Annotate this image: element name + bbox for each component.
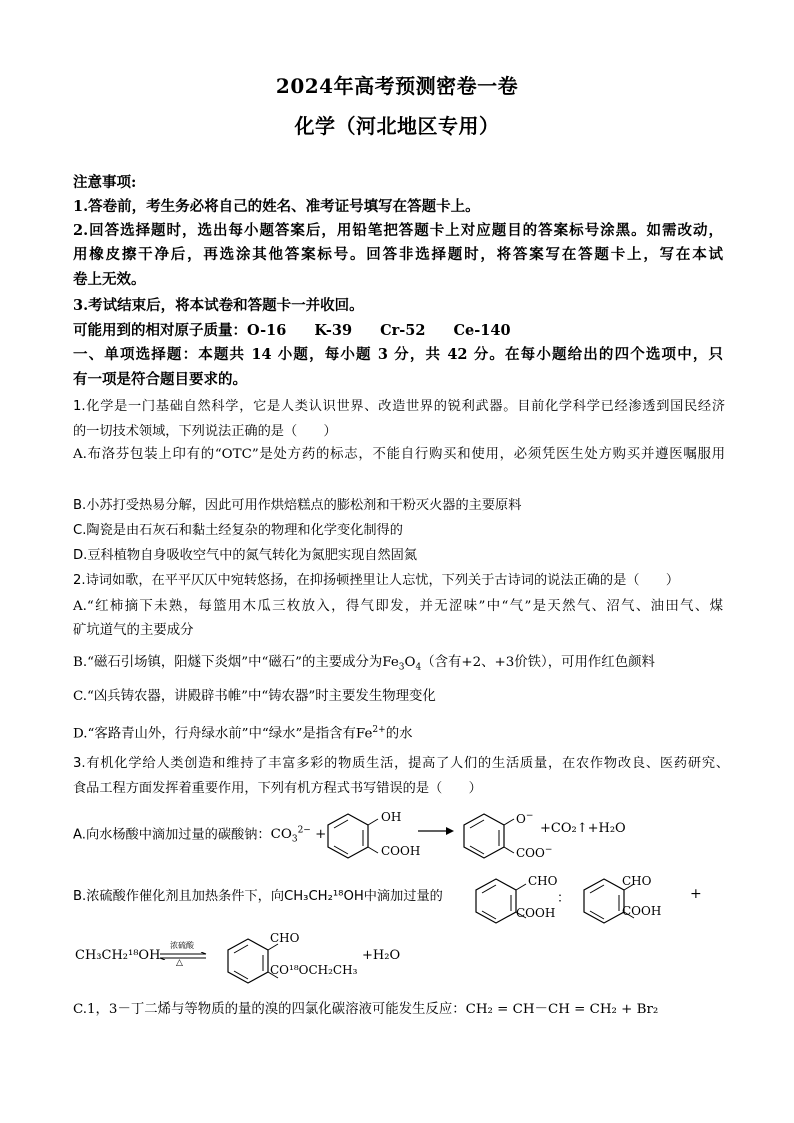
section-1-line-2: 有一项是符合题目要求的。	[73, 371, 247, 388]
q2-option-d	[73, 719, 733, 745]
q2-option-a-line-1: A.“红柿摘下未熟，每篮用木瓜三枚放入，得气即发，并无涩味”中“气”是天然气、沼气、油田气、煤	[73, 599, 723, 614]
b-product-water: +H₂O	[362, 948, 401, 963]
q3-stem-line-2: 食品工程方面发挥着重要作用，下列有机方程式书写错误的是（ ）	[73, 781, 482, 796]
atomic-mass-k: K-39	[314, 322, 353, 339]
salicylic-oh: OH	[381, 810, 402, 824]
equilibrium-arrow-icon	[158, 952, 208, 960]
q2-option-c: C.“凶兵铸农器，讲殿辟书帷”中“铸农器”时主要发生物理变化	[73, 689, 436, 704]
salicylic-cooh: COOH	[381, 844, 421, 858]
q2-option-b-tail: （含有+2、+3价铁），可用作红色颜料	[421, 655, 655, 670]
q1-stem-line-2: 的一切技术领域，下列说法正确的是（ ）	[73, 424, 337, 439]
atomic-mass-ce: Ce-140	[453, 322, 511, 339]
q2-option-d-tail: 的水	[385, 726, 413, 742]
q2-option-a-line-2: 矿坑道气的主要成分	[73, 623, 194, 638]
q1-stem-line-1: 1.化学是一门基础自然科学，它是人类认识世界、改造世界的锐利武器。目前化学科学已经渗透到国民经济	[73, 399, 725, 414]
q3-option-c: C.1，3－丁二烯与等物质的量的溴的四氯化碳溶液可能发生反应：CH₂ = CH－CH = CH₂ + Br₂	[73, 1002, 659, 1017]
q1-option-a: A.布洛芬包装上印有的“OTC”是处方药的标志，不能自行购买和使用，必须凭医生处方购买并遵医嘱服用	[73, 447, 725, 462]
notice-item-1: 1.答卷前，考生务必将自己的姓名、准考证号填写在答题卡上。	[73, 198, 480, 215]
q1-option-d: D.豆科植物自身吸收空气中的氮气转化为氮肥实现自然固氮	[73, 548, 418, 563]
q1-option-b: B.小苏打受热易分解，因此可用作烘焙糕点的膨松剂和干粉灭火器的主要原料	[73, 498, 522, 513]
carbonate-formula: $CO_3^{2-}$ +	[270, 826, 327, 846]
atomic-mass-line	[73, 320, 733, 342]
salicylate-o-minus: O−	[516, 811, 534, 826]
q2-option-d-charge: 2+	[372, 725, 386, 735]
q2-option-b-text: B.“磁石引场镇，阳燧下炎烟”中“磁石”的主要成分为Fe	[73, 655, 399, 670]
page-title: 2024年高考预测密卷一卷	[275, 74, 519, 98]
q2-option-b-oxygen: O	[404, 655, 416, 670]
b-product-ester: CO¹⁸OCH₂CH₃	[270, 963, 358, 977]
salicylate-coo-minus: COO−	[516, 845, 553, 860]
section-1-line-1: 一、单项选择题：本题共 14 小题，每小题 3 分，共 42 分。在每小题给出的四个选项中，只	[73, 346, 723, 363]
page-subtitle: 化学（河北地区专用）	[294, 114, 500, 138]
q3-stem-line-1: 3.有机化学给人类创造和维持了丰富多彩的物质生活，提高了人们的生活质量，在农作物改良、医药研究、	[73, 756, 729, 771]
q2-option-b	[73, 652, 733, 679]
q3-option-a-text: A.向水杨酸中滴加过量的碳酸钠：	[73, 827, 271, 843]
b-reactant-cooh: COOH	[516, 906, 556, 920]
b-colon: ：	[557, 891, 571, 906]
q3-option-a-products: +CO₂↑+H₂O	[540, 821, 626, 836]
reaction-arrow-icon	[418, 826, 454, 836]
q2-option-b-sub-3: 3	[398, 662, 405, 673]
b-catalyst-label: 浓硫酸	[170, 941, 194, 950]
b-ethanol: CH₃CH₂¹⁸OH	[75, 948, 161, 963]
q2-stem: 2.诗词如歌，在平平仄仄中宛转悠扬，在抑扬顿挫里让人忘忧，下列关于古诗词的说法正确的是（ ）	[73, 573, 680, 588]
b-reactant2-cooh: COOH	[622, 904, 662, 918]
salicylate-structure	[454, 810, 524, 862]
notice-item-2-line-3: 卷上无效。	[73, 271, 146, 288]
q2-option-d-text: D.“客路青山外，行舟绿水前”中“绿水”是指含有Fe	[73, 726, 373, 742]
notice-item-3: 3.考试结束后，将本试卷和答题卡一并收回。	[73, 297, 364, 314]
notice-item-2-line-1: 2.回答选择题时，选出每小题答案后，用铅笔把答题卡上对应题目的答案标号涂黑。如需改动，	[73, 222, 723, 239]
atomic-mass-cr: Cr-52	[380, 322, 426, 339]
b-reactant2-cho: CHO	[622, 874, 652, 888]
atomic-mass-label: 可能用到的相对原子质量：	[73, 322, 247, 339]
q2-option-b-sub-4: 4	[415, 662, 422, 673]
notice-heading: 注意事项:	[73, 174, 137, 191]
b-product-cho: CHO	[270, 931, 300, 945]
atomic-mass-o: O-16	[247, 322, 287, 339]
q3-option-b-label: B.浓硫酸作催化剂且加热条件下，向CH₃CH₂¹⁸OH中滴加过量的	[73, 889, 443, 904]
b-plus: +	[690, 886, 702, 902]
notice-item-2-line-2: 用橡皮擦干净后，再选涂其他答案标号。回答非选择题时，将答案写在答题卡上，写在本试	[73, 246, 723, 263]
b-heat-label: △	[176, 958, 183, 968]
b-reactant-cho: CHO	[528, 874, 558, 888]
q1-option-c: C.陶瓷是由石灰石和黏土经复杂的物理和化学变化制得的	[73, 523, 403, 538]
